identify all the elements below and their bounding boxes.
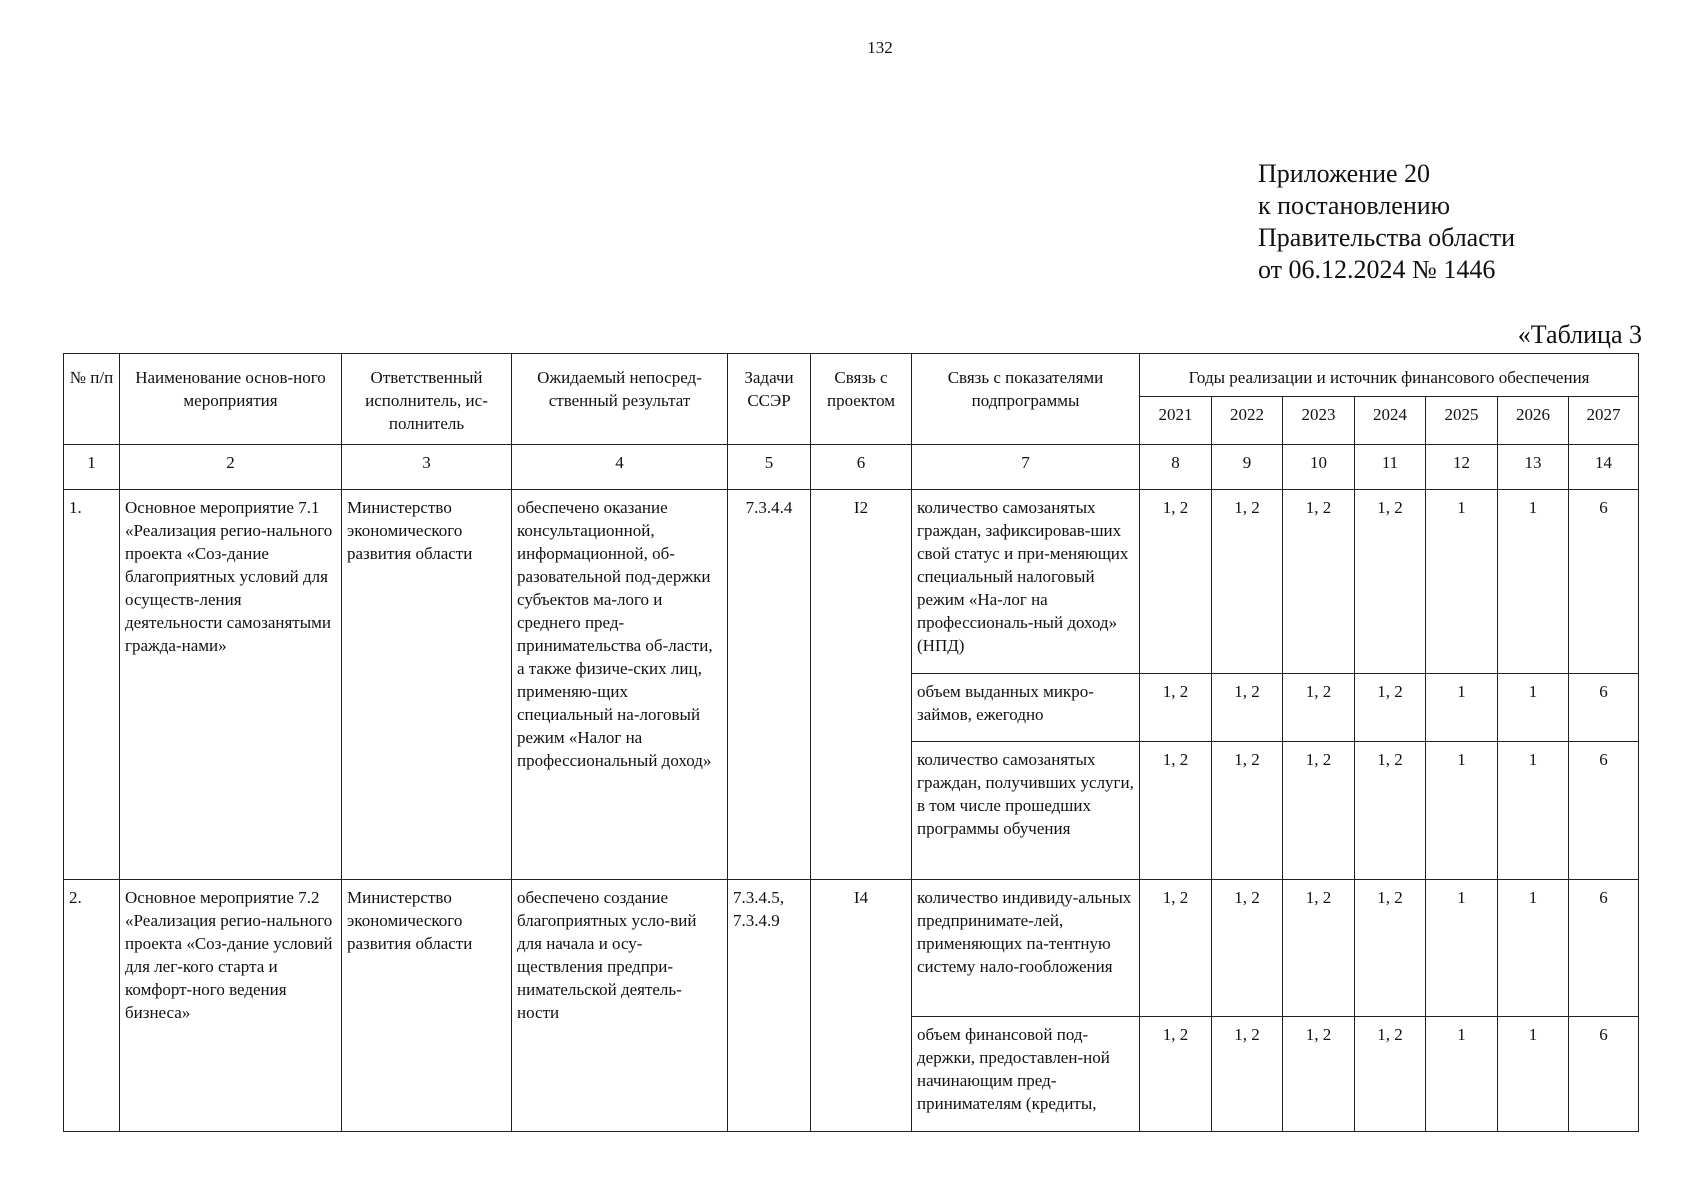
page-number: 132 [867, 38, 893, 57]
row-name: Основное мероприятие 7.2 «Реализация регио-нального проекта «Соз-дание условий для лег-кого старта и комфорт-ного ведения бизнеса» [120, 880, 342, 1132]
year-value: 6 [1569, 880, 1639, 1017]
year-value: 6 [1569, 742, 1639, 880]
header-project: Связь с проектом [811, 354, 912, 445]
row-result: обеспечено создание благоприятных усло-вий для начала и осу-ществления предпри-нимательской деятель-ности [512, 880, 728, 1132]
year-value: 1 [1498, 490, 1569, 674]
row-result: обеспечено оказание консультационной, информационной, об-разовательной под-держки субъектов ма-лого и среднего пред-принимательства об-ласти, а также физиче-ских лиц, применяю-щих специальный на-логовый режим «Налог на профессиональный доход» [512, 490, 728, 880]
header-year: 2021 [1140, 397, 1212, 445]
column-number: 3 [342, 445, 512, 490]
header-year: 2026 [1498, 397, 1569, 445]
year-value: 1, 2 [1140, 880, 1212, 1017]
row-indicator: объем финансовой под-держки, предоставлен-ной начинающим пред-принимателям (кредиты, [912, 1017, 1140, 1132]
measures-table [63, 353, 1639, 1132]
year-value: 6 [1569, 674, 1639, 742]
column-number: 11 [1355, 445, 1426, 490]
year-value: 1, 2 [1140, 742, 1212, 880]
header-years-group: Годы реализации и источник финансового обеспечения [1140, 354, 1639, 397]
row-indicator: количество самозанятых граждан, зафиксировав-ших свой статус и при-меняющих специальный налоговый режим «На-лог на профессиональ-ный доход» (НПД) [912, 490, 1140, 674]
header-result: Ожидаемый непосред-ственный результат [512, 354, 728, 445]
appendix-line-1: Приложение 20 [1258, 159, 1431, 188]
year-value: 1 [1498, 1017, 1569, 1132]
year-value: 1 [1426, 490, 1498, 674]
row-num: 1. [64, 490, 120, 880]
year-value: 1, 2 [1140, 674, 1212, 742]
row-project: I2 [811, 490, 912, 880]
year-value: 1, 2 [1283, 490, 1355, 674]
year-value: 1, 2 [1283, 742, 1355, 880]
year-value: 1, 2 [1140, 1017, 1212, 1132]
year-value: 1, 2 [1355, 674, 1426, 742]
year-value: 1, 2 [1355, 742, 1426, 880]
row-executor: Министерство экономического развития области [342, 880, 512, 1132]
header-year: 2022 [1212, 397, 1283, 445]
year-value: 1, 2 [1212, 742, 1283, 880]
row-tasks: 7.3.4.5, 7.3.4.9 [728, 880, 811, 1132]
column-number: 6 [811, 445, 912, 490]
year-value: 1, 2 [1355, 490, 1426, 674]
table-row [64, 490, 1639, 674]
year-value: 1 [1426, 880, 1498, 1017]
year-value: 1, 2 [1212, 490, 1283, 674]
year-value: 1 [1426, 674, 1498, 742]
table-row [64, 880, 1639, 1017]
year-value: 1, 2 [1355, 880, 1426, 1017]
column-number: 14 [1569, 445, 1639, 490]
table-caption: «Таблица 3 [1517, 320, 1642, 349]
header-year: 2024 [1355, 397, 1426, 445]
year-value: 1, 2 [1212, 1017, 1283, 1132]
year-value: 1, 2 [1355, 1017, 1426, 1132]
year-value: 1 [1426, 742, 1498, 880]
row-name: Основное мероприятие 7.1 «Реализация регио-нального проекта «Соз-дание благоприятных условий для осуществ-ления деятельности самозанятыми гражда-нами» [120, 490, 342, 880]
column-number: 7 [912, 445, 1140, 490]
row-project: I4 [811, 880, 912, 1132]
column-number: 10 [1283, 445, 1355, 490]
appendix-line-4: от 06.12.2024 № 1446 [1258, 255, 1496, 284]
year-value: 1, 2 [1212, 880, 1283, 1017]
row-indicator: количество индивиду-альных предпринимате-лей, применяющих па-тентную систему нало-гообложения [912, 880, 1140, 1017]
column-number: 8 [1140, 445, 1212, 490]
year-value: 6 [1569, 1017, 1639, 1132]
year-value: 1, 2 [1212, 674, 1283, 742]
header-executor: Ответственный исполнитель, ис-полнитель [342, 354, 512, 445]
year-value: 1, 2 [1283, 1017, 1355, 1132]
row-indicator: объем выданных микро-займов, ежегодно [912, 674, 1140, 742]
header-year: 2023 [1283, 397, 1355, 445]
column-number: 12 [1426, 445, 1498, 490]
header-tasks: Задачи ССЭР [728, 354, 811, 445]
row-executor: Министерство экономического развития области [342, 490, 512, 880]
header-num: № п/п [64, 354, 120, 445]
column-number: 2 [120, 445, 342, 490]
year-value: 1, 2 [1283, 880, 1355, 1017]
column-number: 5 [728, 445, 811, 490]
appendix-line-2: к постановлению [1258, 191, 1451, 220]
year-value: 1 [1426, 1017, 1498, 1132]
column-number: 4 [512, 445, 728, 490]
header-row [64, 354, 1639, 397]
year-value: 1, 2 [1140, 490, 1212, 674]
year-value: 1 [1498, 880, 1569, 1017]
year-value: 6 [1569, 490, 1639, 674]
row-num: 2. [64, 880, 120, 1132]
year-value: 1 [1498, 674, 1569, 742]
header-year: 2025 [1426, 397, 1498, 445]
appendix-line-3: Правительства области [1258, 223, 1516, 252]
column-numbers-row [64, 445, 1639, 490]
column-number: 9 [1212, 445, 1283, 490]
appendix-reference [1258, 158, 1515, 286]
header-indicators: Связь с показателями подпрограммы [912, 354, 1140, 445]
column-number: 13 [1498, 445, 1569, 490]
column-number: 1 [64, 445, 120, 490]
row-tasks: 7.3.4.4 [728, 490, 811, 880]
year-value: 1 [1498, 742, 1569, 880]
header-year: 2027 [1569, 397, 1639, 445]
header-name: Наименование основ-ного мероприятия [120, 354, 342, 445]
row-indicator: количество самозанятых граждан, получивших услуги, в том числе прошедших программы обучения [912, 742, 1140, 880]
year-value: 1, 2 [1283, 674, 1355, 742]
